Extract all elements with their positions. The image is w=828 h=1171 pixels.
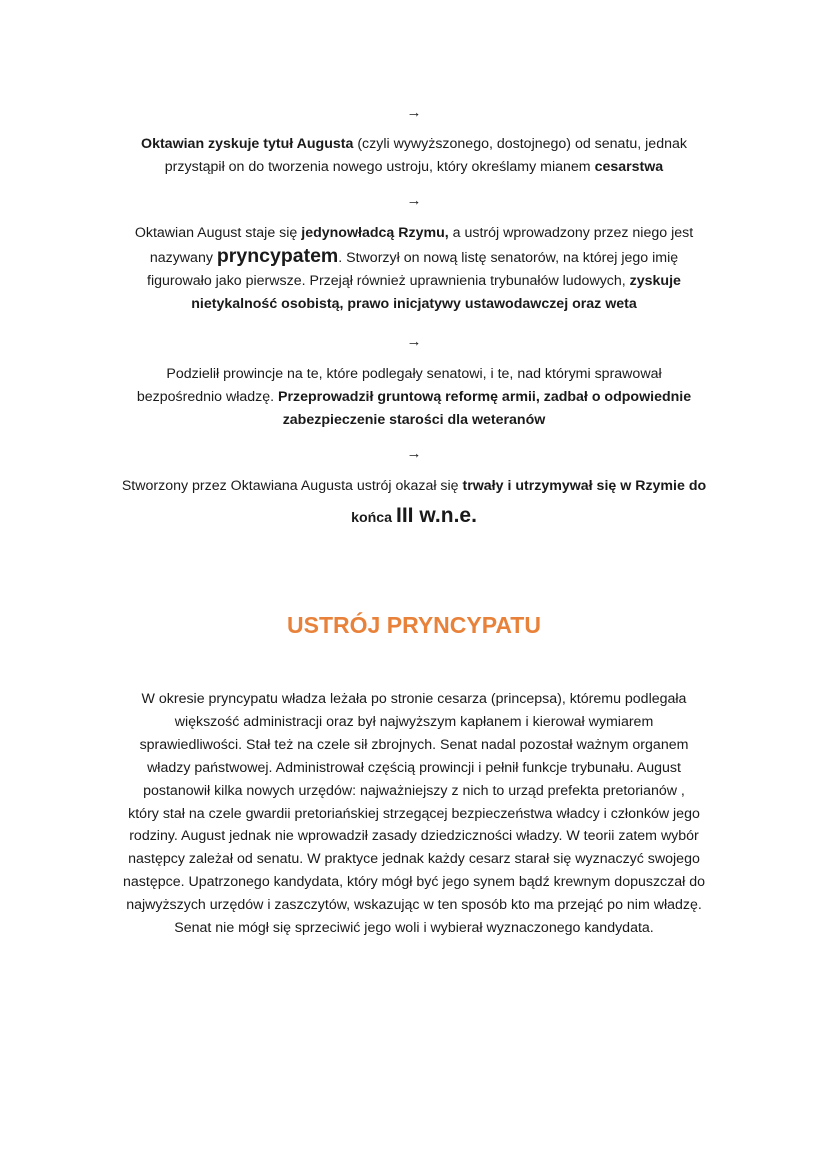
text: Oktawian August staje się [134,225,302,241]
body-paragraph [98,688,730,940]
section-heading: USTRÓJ PRYNCYPATU [287,612,541,638]
bold-text: zabezpieczenie starości dla weteranów [282,412,546,428]
text: (czyli wywyższonego, dostojnego) od senatu, jednak [353,136,687,152]
paragraph-principate [90,222,738,316]
body-line: najwyższych urzędów i zaszczytów, wskazując w ten sposób kto ma przejąć po nim władzę. [126,897,702,914]
text: figurowało jako pierwsze. Przejął również uprawnienia trybunałów ludowych, [147,273,630,289]
body-line: władzy państwowej. Administrował częścią prowincji i pełnił funkcje trybunału. August [147,759,681,776]
large-bold-text: III w.n.e. [396,504,477,527]
text: Stworzony przez Oktawiana Augusta ustrój okazał się [121,478,463,494]
text: a ustrój wprowadzony przez niego jest [448,225,694,241]
arrow-3: → [406,333,422,350]
bold-text: zyskuje [629,273,681,289]
body-line: który stał na czele gwardii pretoriańskiej strzegącej bezpieczeństwa władcy i członków jego [128,805,700,822]
arrow-4: → [406,445,422,462]
body-line: postanowił kilka nowych urzędów: najważniejszy z nich to urząd prefekta pretorianów , [143,782,685,799]
bold-text: trwały i utrzymywał się w Rzymie do [462,478,707,494]
body-line: Senat nie mógł się sprzeciwić jego woli i wybierał wyznaczonego kandydata. [174,920,654,937]
arrow-2: → [406,192,422,209]
body-line: rodziny. August jednak nie wprowadził zasady dziedziczności władzy. W teorii zatem wybór [129,828,699,845]
text: . Stworzył on nową listę senatorów, na której jego imię [338,250,679,266]
bold-text: jedynowładcą Rzymu, [301,225,449,241]
text: przystąpił on do tworzenia nowego ustroju, który określamy mianem [164,159,595,175]
body-line: większość administracji oraz był najwyższym kapłanem i kierował wymiarem [174,713,654,730]
paragraph-augustus-title [90,133,738,179]
bold-text: nietykalność osobistą, prawo inicjatywy ustawodawczej oraz weta [191,296,637,312]
body-line: sprawiedliwości. Stał też na czele sił zbrojnych. Senat nadal pozostał ważnym organem [139,736,689,753]
text: bezpośrednio władzę. [136,389,279,405]
bold-text: Przeprowadził gruntową reformę armii, zadbał o odpowiednie [278,389,692,405]
paragraph-durability [70,475,758,530]
bold-text: Oktawian zyskuje tytuł Augusta [141,136,354,152]
arrow-1: → [406,104,422,121]
text: Podzielił prowincje na te, które podlegały senatowi, i te, nad którymi sprawował [166,366,662,382]
body-line: następcy zależał od senatu. W praktyce jednak każdy cesarz starał się wyznaczyć swojego [128,851,700,868]
text: nazywany [149,250,217,266]
paragraph-provinces [90,363,738,432]
large-bold-text: pryncypatem [216,245,339,267]
body-line: W okresie pryncypatu władza leżała po stronie cesarza (princepsa), któremu podlegała [141,691,687,707]
bold-text: cesarstwa [594,159,664,175]
bold-text: końca [351,510,397,526]
body-line: następce. Upatrzonego kandydata, który mógł być jego synem bądź krewnym dopuszczał do [123,874,705,891]
